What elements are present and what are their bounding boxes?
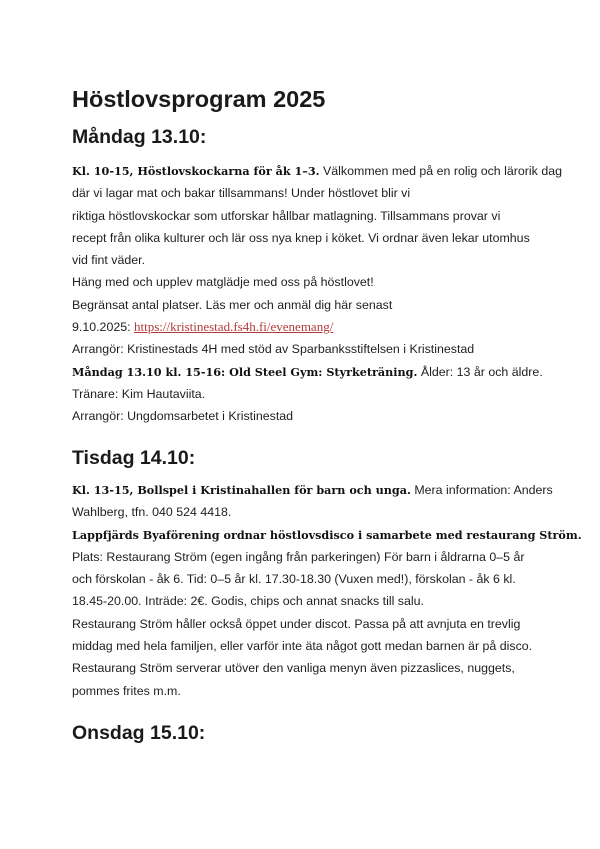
paragraph-line [72,316,542,338]
paragraph-line: Plats: Restaurang Ström (egen ingång från parkeringen) För barn i åldrarna 0–5 år [72,549,525,564]
event-title-bollspel: Kl. 13-15, Bollspel i Kristinahallen för barn och unga. [72,483,411,497]
document-title: Höstlovsprogram 2025 [72,86,326,112]
tuesday-section [72,479,582,702]
paragraph-line: och förskolan - åk 6. Tid: 0–5 år kl. 17.30-18.30 (Vuxen med!), förskolan - åk 6 kl. [72,572,516,587]
paragraph-line: Wahlberg, tfn. 040 524 4418. [72,505,232,520]
paragraph-line: 18.45-20.00. Inträde: 2€. Godis, chips och annat snacks till salu. [72,594,424,609]
event-title-old-steel-gym: Måndag 13.10 kl. 15-16: Old Steel Gym: Styrketräning. [72,364,418,379]
paragraph-line: Häng med och upplev matglädje med oss på höstlovet! [72,275,374,290]
paragraph-line: vid fint väder. [72,253,146,268]
monday-section [72,160,562,428]
event-text: Mera information: Anders [410,483,553,497]
event-text: Ålder: 13 år och äldre. [417,364,543,379]
day-heading-monday: Måndag 13.10: [72,126,207,148]
organizer-line: Arrangör: Ungdomsarbetet i Kristinestad [72,409,294,424]
paragraph-line: Restaurang Ström serverar utöver den vanliga menyn även pizzaslices, nuggets, [72,661,515,676]
paragraph-line [72,479,553,501]
event-title-hostlovsdisco: Lappfjärds Byaförening ordnar höstlovsdisco i samarbete med restaurang Ström. [72,527,582,542]
paragraph-line: Begränsat antal platser. Läs mer och anmäl dig här senast [72,297,393,312]
paragraph-line: middag med hela familjen, eller varför inte äta något gott medan barnen är på disco. [72,639,533,654]
paragraph-line: pommes frites m.m. [72,683,181,698]
paragraph-line: där vi lagar mat och bakar tillsammans! Under höstlovet blir vi [72,186,411,201]
paragraph-line [72,160,562,182]
organizer-line: Arrangör: Kristinestads 4H med stöd av Sparbanksstiftelsen i Kristinestad [72,342,475,357]
day-heading-wednesday: Onsdag 15.10: [72,722,206,744]
paragraph-line: Restaurang Ström håller också öppet under discot. Passa på att avnjuta en trevlig [72,616,521,631]
event-title-hostlovskockarna: Kl. 10-15, Höstlovskockarna för åk 1–3. [72,164,320,178]
paragraph-line: riktiga höstlovskockar som utforskar hållbar matlagning. Tillsammans provar vi [72,208,501,223]
paragraph-line [72,361,542,383]
paragraph-line: recept från olika kulturer och lär oss nya knep i köket. Vi ordnar även lekar utomhus [72,230,530,245]
trainer-line: Tränare: Kim Hautaviita. [72,386,206,401]
paragraph-line [72,524,582,546]
deadline-text: 9.10.2025: [72,320,135,335]
registration-link[interactable]: https://kristinestad.fs4h.fi/evenemang/ [134,319,334,335]
day-heading-tuesday: Tisdag 14.10: [72,447,196,469]
event-text: Välkommen med på en rolig och lärorik dag [319,164,562,178]
